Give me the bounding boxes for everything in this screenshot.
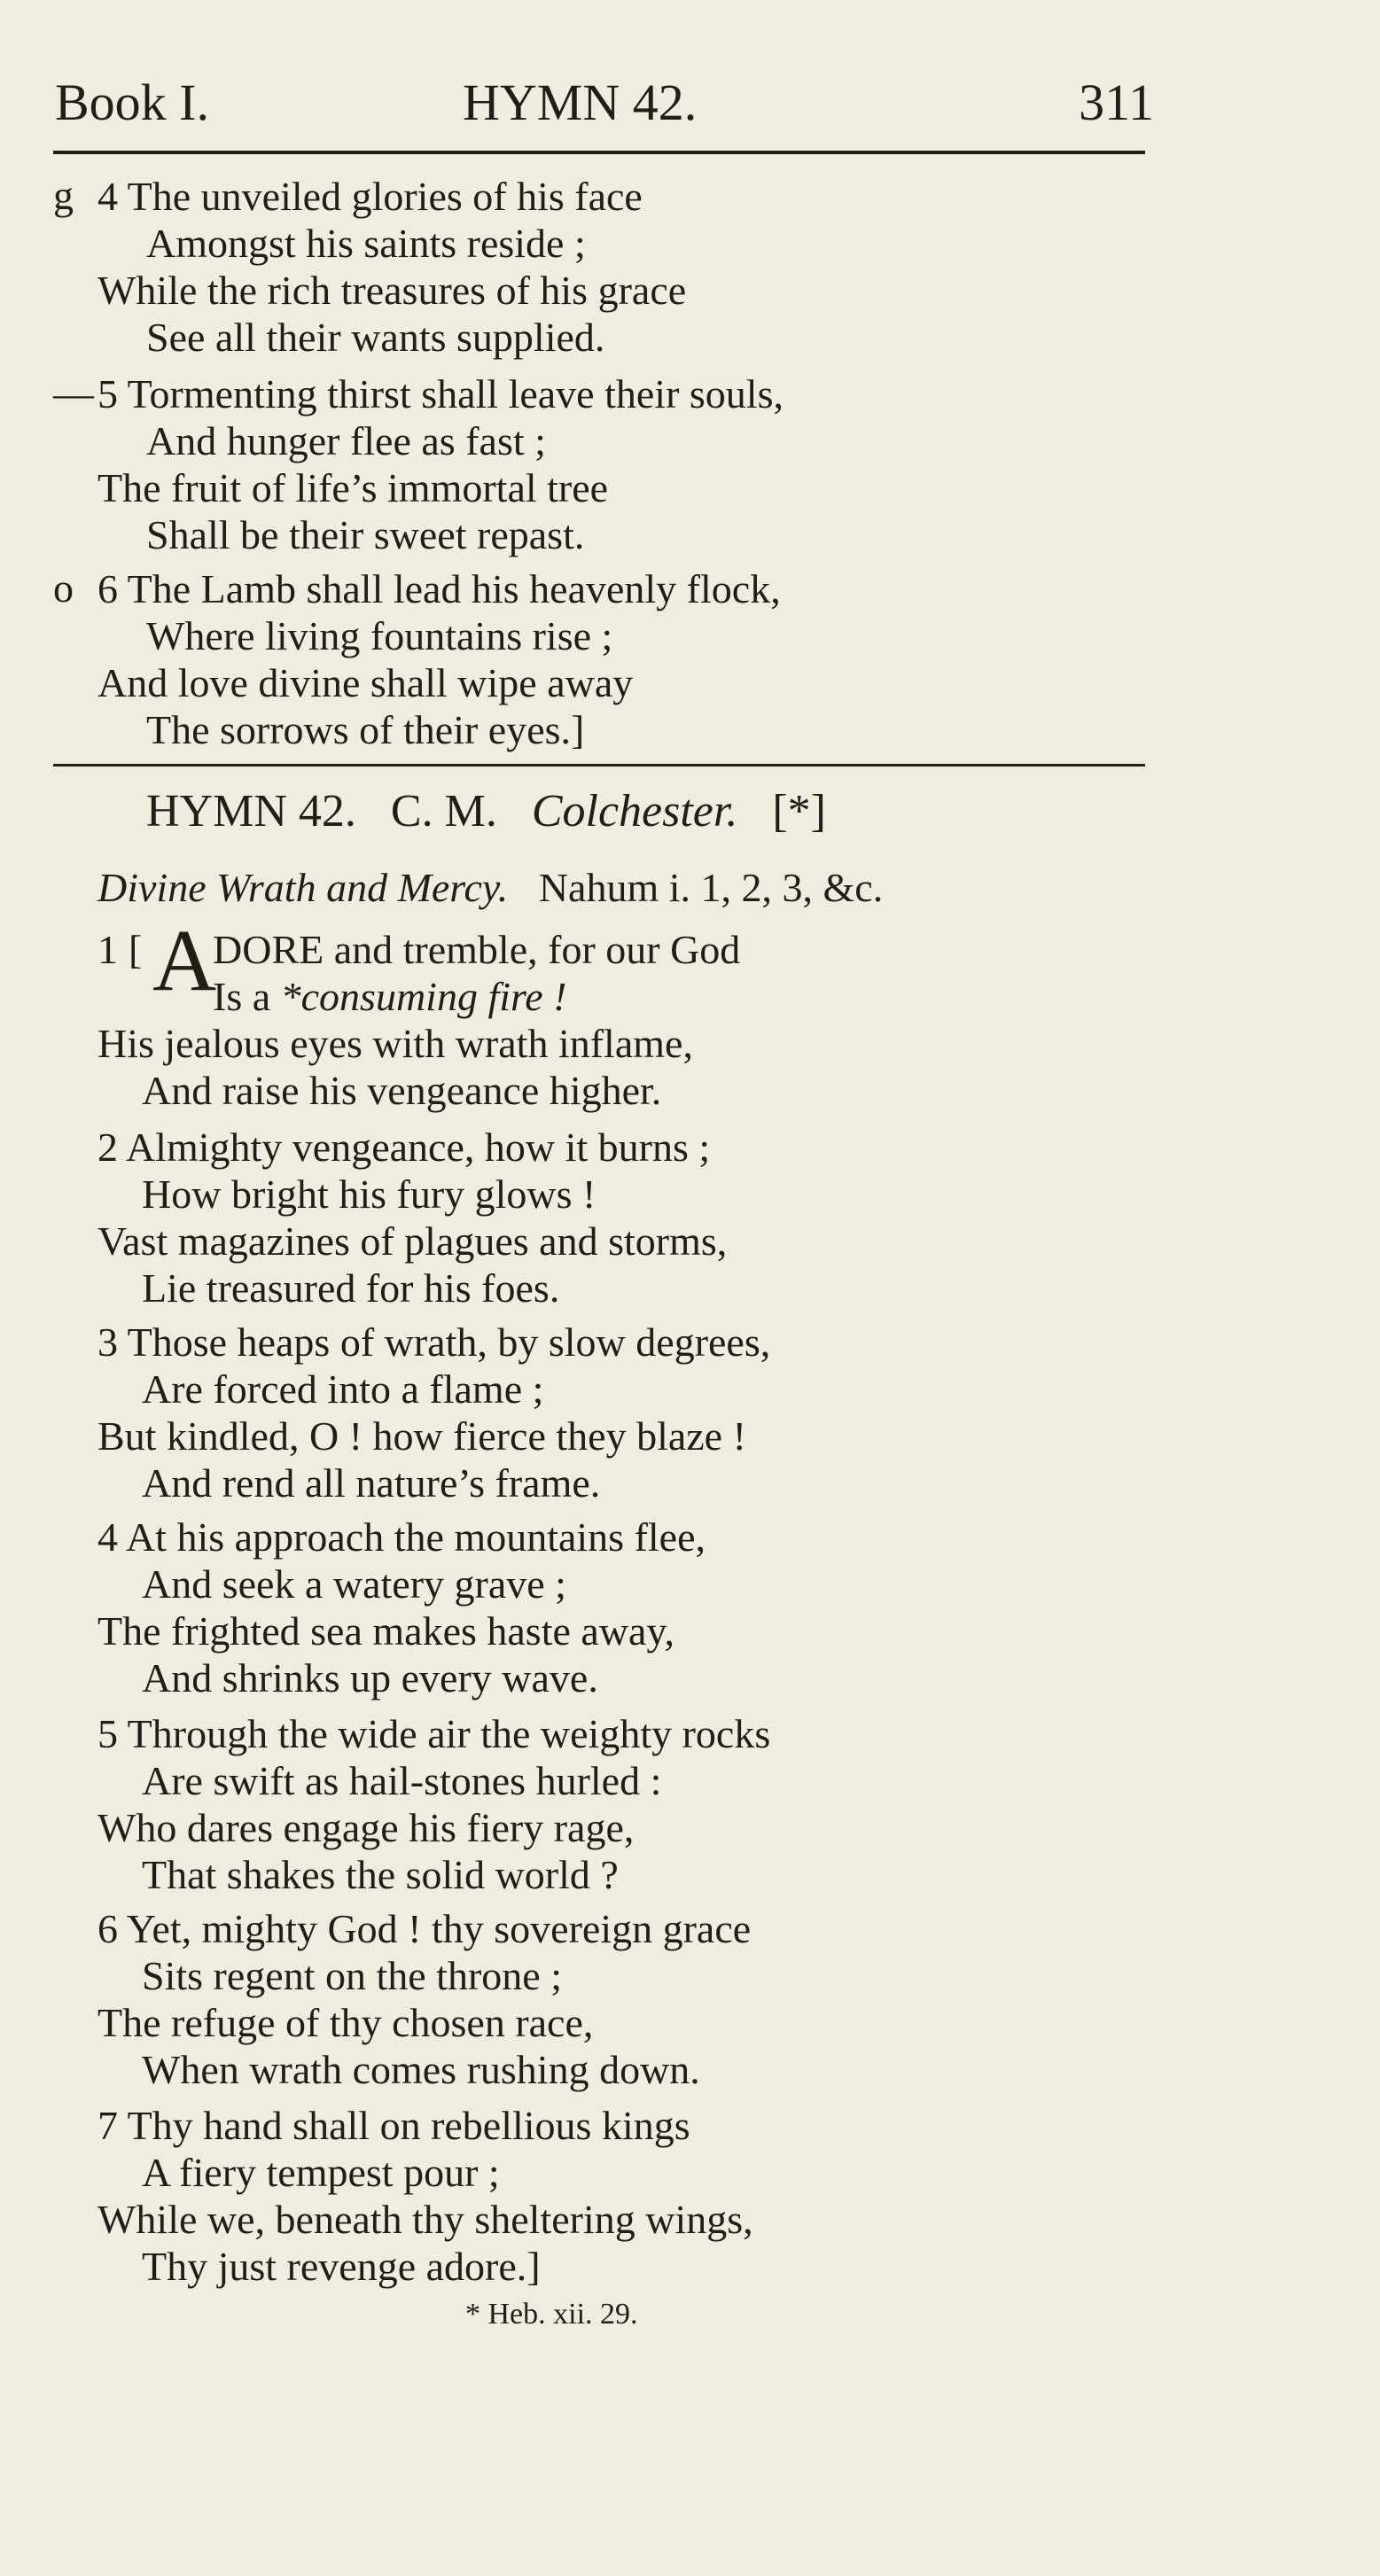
drop-cap: A — [152, 911, 217, 1009]
verse-line: But kindled, O ! how fierce they blaze ! — [97, 1413, 746, 1459]
verse-line: 3 Those heaps of wrath, by slow degrees, — [97, 1319, 771, 1365]
footnote: * Heb. xii. 29. — [465, 2298, 638, 2331]
verse-line: And shrinks up every wave. — [142, 1655, 598, 1700]
verse-line: The refuge of thy chosen race, — [97, 2000, 594, 2045]
verse-line: And rend all nature’s frame. — [142, 1460, 601, 1506]
verse-line: Shall be their sweet repast. — [146, 512, 585, 557]
verse-line: And seek a watery grave ; — [142, 1561, 566, 1607]
hymn-tune: Colchester. — [531, 786, 738, 837]
verse-line: 4 The unveiled glories of his face — [97, 174, 643, 219]
verse-line — [213, 973, 566, 1021]
verse-line: His jealous eyes with wrath inflame, — [97, 1021, 693, 1066]
verse-line: DORE and tremble, for our God — [213, 927, 741, 972]
verse-line: A fiery tempest pour ; — [142, 2150, 500, 2195]
header-book: Book I. — [55, 74, 209, 131]
dynamic-mark: g — [53, 173, 74, 218]
verse-line: 5 Tormenting thirst shall leave their souls, — [97, 371, 784, 416]
verse-line: The fruit of life’s immortal tree — [97, 465, 609, 510]
verse-line: That shakes the solid world ? — [142, 1852, 619, 1897]
verse-line: While the rich treasures of his grace — [97, 268, 687, 313]
verse-line: The sorrows of their eyes.] — [146, 707, 585, 752]
verse-line: And raise his vengeance higher. — [142, 1068, 662, 1113]
verse-line: Amongst his saints reside ; — [146, 221, 586, 266]
verse-line: Vast magazines of plagues and storms, — [97, 1218, 728, 1264]
verse-line: Sits regent on the throne ; — [142, 1953, 562, 1998]
verse-line: 5 Through the wide air the weighty rocks — [97, 1711, 771, 1756]
verse-line: Are forced into a flame ; — [142, 1366, 544, 1412]
stanza-number: 1 — [97, 927, 118, 972]
header-hymn: HYMN 42. — [463, 74, 698, 131]
footnote-ref-text: *consuming fire ! — [280, 974, 567, 1019]
opening-bracket: [ — [129, 927, 143, 972]
verse-line: 4 At his approach the mountains flee, — [97, 1514, 706, 1560]
dynamic-mark: o — [53, 565, 74, 611]
hymn-subtitle — [97, 864, 883, 911]
verse-line: 7 Thy hand shall on rebellious kings — [97, 2103, 690, 2148]
section-rule — [53, 764, 1145, 767]
verse-line: 6 The Lamb shall lead his heavenly flock, — [97, 566, 781, 611]
verse-line: Where living fountains rise ; — [146, 613, 613, 658]
page-header — [55, 73, 1154, 144]
verse-line: And love divine shall wipe away — [97, 660, 634, 705]
verse-line: Lie treasured for his foes. — [142, 1265, 560, 1311]
header-page-number: 311 — [1079, 74, 1154, 131]
verse-line: The frighted sea makes haste away, — [97, 1608, 674, 1654]
hymn-reference: Nahum i. 1, 2, 3, &c. — [538, 865, 884, 910]
verse-text: Is a — [213, 974, 271, 1019]
dynamic-mark: — — [53, 370, 94, 416]
hymn-meter: C. M. — [390, 786, 497, 837]
verse-line: Who dares engage his fiery rage, — [97, 1805, 635, 1850]
verse-line: 2 Almighty vengeance, how it burns ; — [97, 1125, 711, 1170]
verse-line: While we, beneath thy sheltering wings, — [97, 2197, 753, 2242]
verse-line: 6 Yet, mighty God ! thy sovereign grace — [97, 1906, 752, 1951]
verse-line: When wrath comes rushing down. — [142, 2047, 700, 2092]
hymn-number: HYMN 42. — [146, 786, 356, 837]
verse-line: See all their wants supplied. — [146, 315, 605, 360]
verse-line: How bright his fury glows ! — [142, 1171, 596, 1217]
hymn-title — [146, 785, 826, 837]
verse-line: Are swift as hail-stones hurled : — [142, 1758, 662, 1803]
verse-line: Thy just revenge adore.] — [142, 2244, 541, 2289]
hymn-subject: Divine Wrath and Mercy. — [97, 865, 509, 910]
verse-line: And hunger flee as fast ; — [146, 418, 546, 463]
header-rule — [53, 151, 1145, 154]
hymn-marker: [*] — [772, 786, 826, 837]
